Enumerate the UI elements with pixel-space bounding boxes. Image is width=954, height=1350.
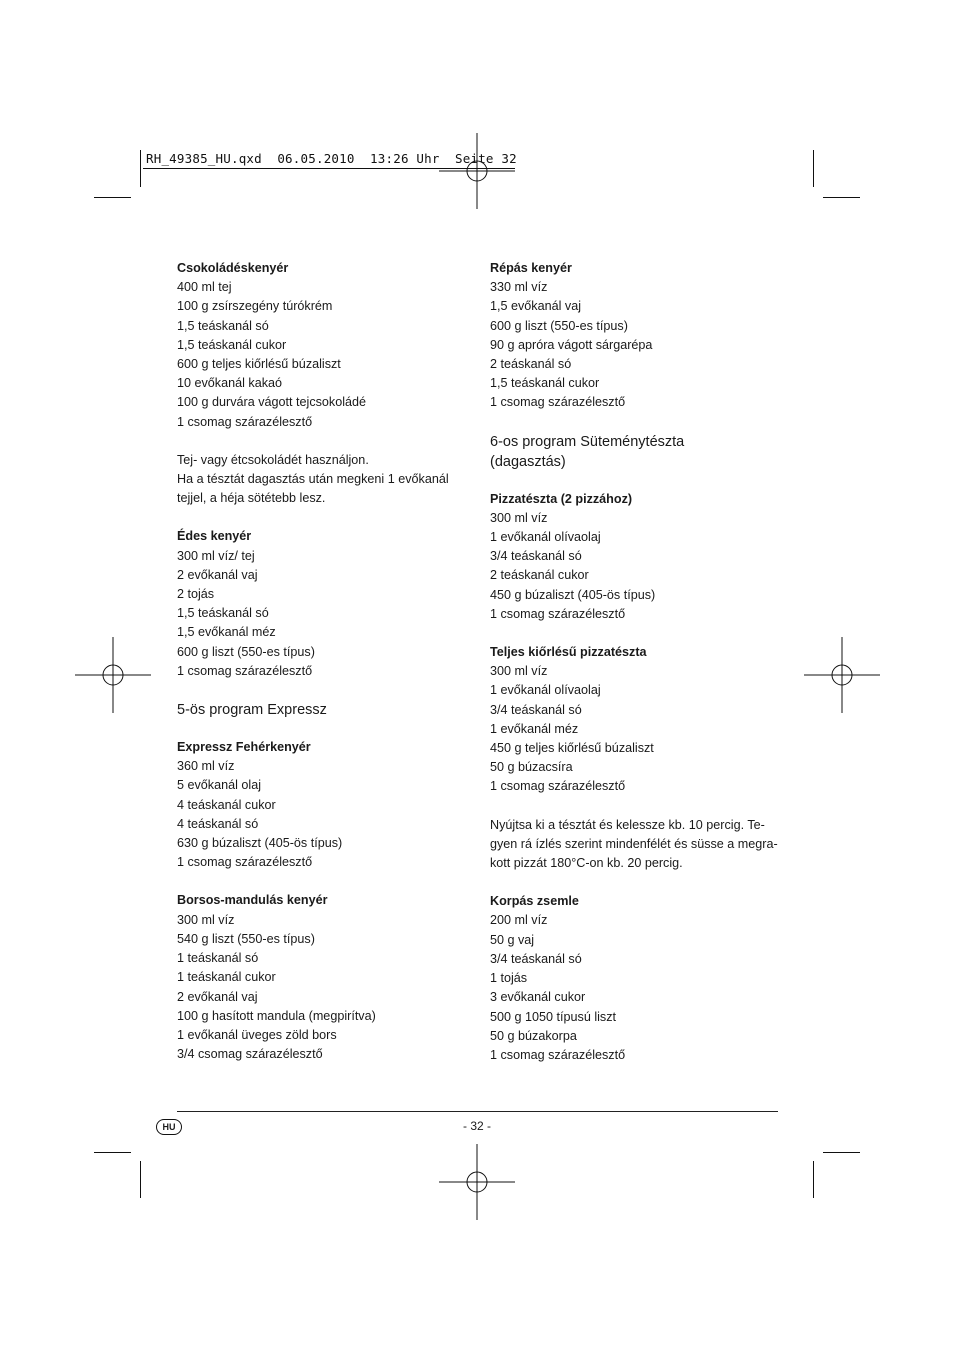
print-slug: RH_49385_HU.qxd 06.05.2010 13:26 Uhr Seite 32 (146, 151, 517, 166)
ingredient: 1 evőkanál olívaolaj (490, 530, 601, 545)
ingredient: 1 csomag szárazélesztő (490, 779, 626, 794)
ingredient: 1 evőkanál üveges zöld bors (177, 1027, 337, 1042)
note-line: Nyújtsa ki a tésztát és kelessze kb. 10 percig. Te- (490, 817, 765, 832)
ingredient: 300 ml víz (490, 664, 548, 679)
ingredient: 1,5 teáskanál cukor (177, 337, 287, 352)
ingredient: 450 g teljes kiőrlésű búzaliszt (490, 741, 654, 756)
ingredient: 2 tojás (177, 587, 215, 602)
registration-mark-top (439, 133, 515, 209)
ingredient: 100 g hasított mandula (megpirítva) (177, 1008, 376, 1023)
ingredient: 1,5 evőkanál vaj (490, 299, 582, 314)
ingredient: 1 csomag szárazélesztő (490, 606, 626, 621)
ingredient: 1,5 teáskanál só (177, 606, 269, 621)
ingredient: 3/4 csomag szárazélesztő (177, 1047, 323, 1062)
recipe-korpas-zsemle (490, 892, 780, 1065)
note-line: kott pizzát 180°C-on kb. 20 percig. (490, 856, 683, 871)
crop-mark (813, 150, 814, 187)
ingredient: 1,5 evőkanál méz (177, 625, 276, 640)
ingredient: 300 ml víz/ tej (177, 548, 255, 563)
ingredient: 330 ml víz (490, 280, 548, 295)
ingredient: 1 csomag szárazélesztő (177, 663, 313, 678)
ingredient: 1,5 teáskanál cukor (490, 376, 600, 391)
recipe-title: Pizzatészta (2 pizzához) (490, 491, 633, 506)
ingredient: 1 tojás (490, 971, 528, 986)
ingredient: 50 g búzacsíra (490, 760, 573, 775)
section-heading (490, 432, 780, 472)
ingredient: 10 evőkanál kakaó (177, 376, 283, 391)
ingredient: 1 csomag szárazélesztő (177, 855, 313, 870)
recipe-pizzateszta (490, 490, 780, 624)
recipe-expressz-feherkenyer (177, 738, 477, 872)
crop-mark (823, 197, 860, 198)
recipe-title: Expressz Fehérkenyér (177, 740, 311, 755)
ingredient: 360 ml víz (177, 759, 235, 774)
crop-mark (140, 1161, 141, 1198)
recipe-note (177, 451, 477, 509)
ingredient: 50 g búzakorpa (490, 1028, 577, 1043)
ingredient: 1 csomag szárazélesztő (177, 414, 313, 429)
note-line: Tej- vagy étcsokoládét használjon. (177, 452, 369, 467)
left-column (177, 259, 477, 1083)
ingredient: 1 teáskanál cukor (177, 970, 276, 985)
registration-mark-left (75, 637, 151, 713)
ingredient: 300 ml víz (177, 912, 235, 927)
ingredient: 630 g búzaliszt (405-ös típus) (177, 836, 343, 851)
ingredient: 1 csomag szárazélesztő (490, 395, 626, 410)
crop-mark (813, 1161, 814, 1198)
note-line: gyen rá ízlés szerint mindenfélét és süsse a megra- (490, 836, 778, 851)
ingredient: 100 g zsírszegény túrókrém (177, 299, 333, 314)
ingredient: 3 evőkanál cukor (490, 990, 586, 1005)
registration-mark-bottom (439, 1144, 515, 1220)
ingredient: 1 evőkanál olívaolaj (490, 683, 601, 698)
ingredient: 600 g liszt (550-es típus) (177, 644, 315, 659)
ingredient: 2 teáskanál só (490, 357, 572, 372)
crop-mark (94, 197, 131, 198)
crop-mark (94, 1152, 131, 1153)
recipe-borsos-mandulas-kenyer (177, 891, 477, 1064)
ingredient: 450 g búzaliszt (405-ös típus) (490, 587, 656, 602)
ingredient: 4 teáskanál só (177, 816, 259, 831)
ingredient: 100 g durvára vágott tejcsokoládé (177, 395, 367, 410)
ingredient: 3/4 teáskanál só (490, 549, 582, 564)
ingredient: 1 csomag szárazélesztő (490, 1047, 626, 1062)
ingredient: 90 g apróra vágott sárgarépa (490, 337, 653, 352)
ingredient: 2 evőkanál vaj (177, 989, 258, 1004)
ingredient: 400 ml tej (177, 280, 232, 295)
recipe-csokoladeskenyer (177, 259, 477, 432)
recipe-repas-kenyer (490, 259, 780, 413)
ingredient: 1 evőkanál méz (490, 721, 579, 736)
language-badge: HU (156, 1119, 182, 1135)
recipe-teljes-kiorlesu-pizzateszta (490, 643, 780, 797)
ingredient: 3/4 teáskanál só (490, 702, 582, 717)
recipe-edes-kenyer (177, 527, 477, 681)
ingredient: 4 teáskanál cukor (177, 797, 276, 812)
ingredient: 600 g teljes kiőrlésű búzaliszt (177, 357, 341, 372)
ingredient: 3/4 teáskanál só (490, 951, 582, 966)
recipe-title: Édes kenyér (177, 529, 252, 544)
recipe-title: Borsos-mandulás kenyér (177, 893, 328, 908)
crop-mark (823, 1152, 860, 1153)
ingredient: 2 evőkanál vaj (177, 567, 258, 582)
ingredient: 600 g liszt (550-es típus) (490, 318, 628, 333)
registration-mark-right (804, 637, 880, 713)
section-heading: 5-ös program Expressz (177, 702, 327, 719)
recipe-title: Csokoládéskenyér (177, 261, 289, 275)
note-line: Ha a tésztát dagasztás után megkeni 1 evőkanál (177, 472, 449, 487)
section-heading-line: (dagasztás) (490, 453, 566, 470)
recipe-title: Teljes kiőrlésű pizzatészta (490, 645, 647, 660)
ingredient: 1,5 teáskanál só (177, 318, 269, 333)
ingredient: 200 ml víz (490, 913, 548, 928)
recipe-title: Répás kenyér (490, 261, 572, 275)
note-line: tejjel, a héja sötétebb lesz. (177, 491, 326, 506)
page-number: - 32 - (462, 1119, 491, 1133)
ingredient: 5 evőkanál olaj (177, 778, 262, 793)
footer-rule (177, 1111, 778, 1112)
ingredient: 2 teáskanál cukor (490, 568, 589, 583)
crop-mark (140, 150, 141, 187)
recipe-note (490, 816, 780, 874)
ingredient: 300 ml víz (490, 510, 548, 525)
section-heading-line: 6-os program Süteménytészta (490, 433, 685, 450)
ingredient: 50 g vaj (490, 932, 535, 947)
right-column (490, 259, 780, 1084)
ingredient: 540 g liszt (550-es típus) (177, 931, 315, 946)
ingredient: 500 g 1050 típusú liszt (490, 1009, 617, 1024)
recipe-title: Korpás zsemle (490, 894, 579, 909)
ingredient: 1 teáskanál só (177, 951, 259, 966)
